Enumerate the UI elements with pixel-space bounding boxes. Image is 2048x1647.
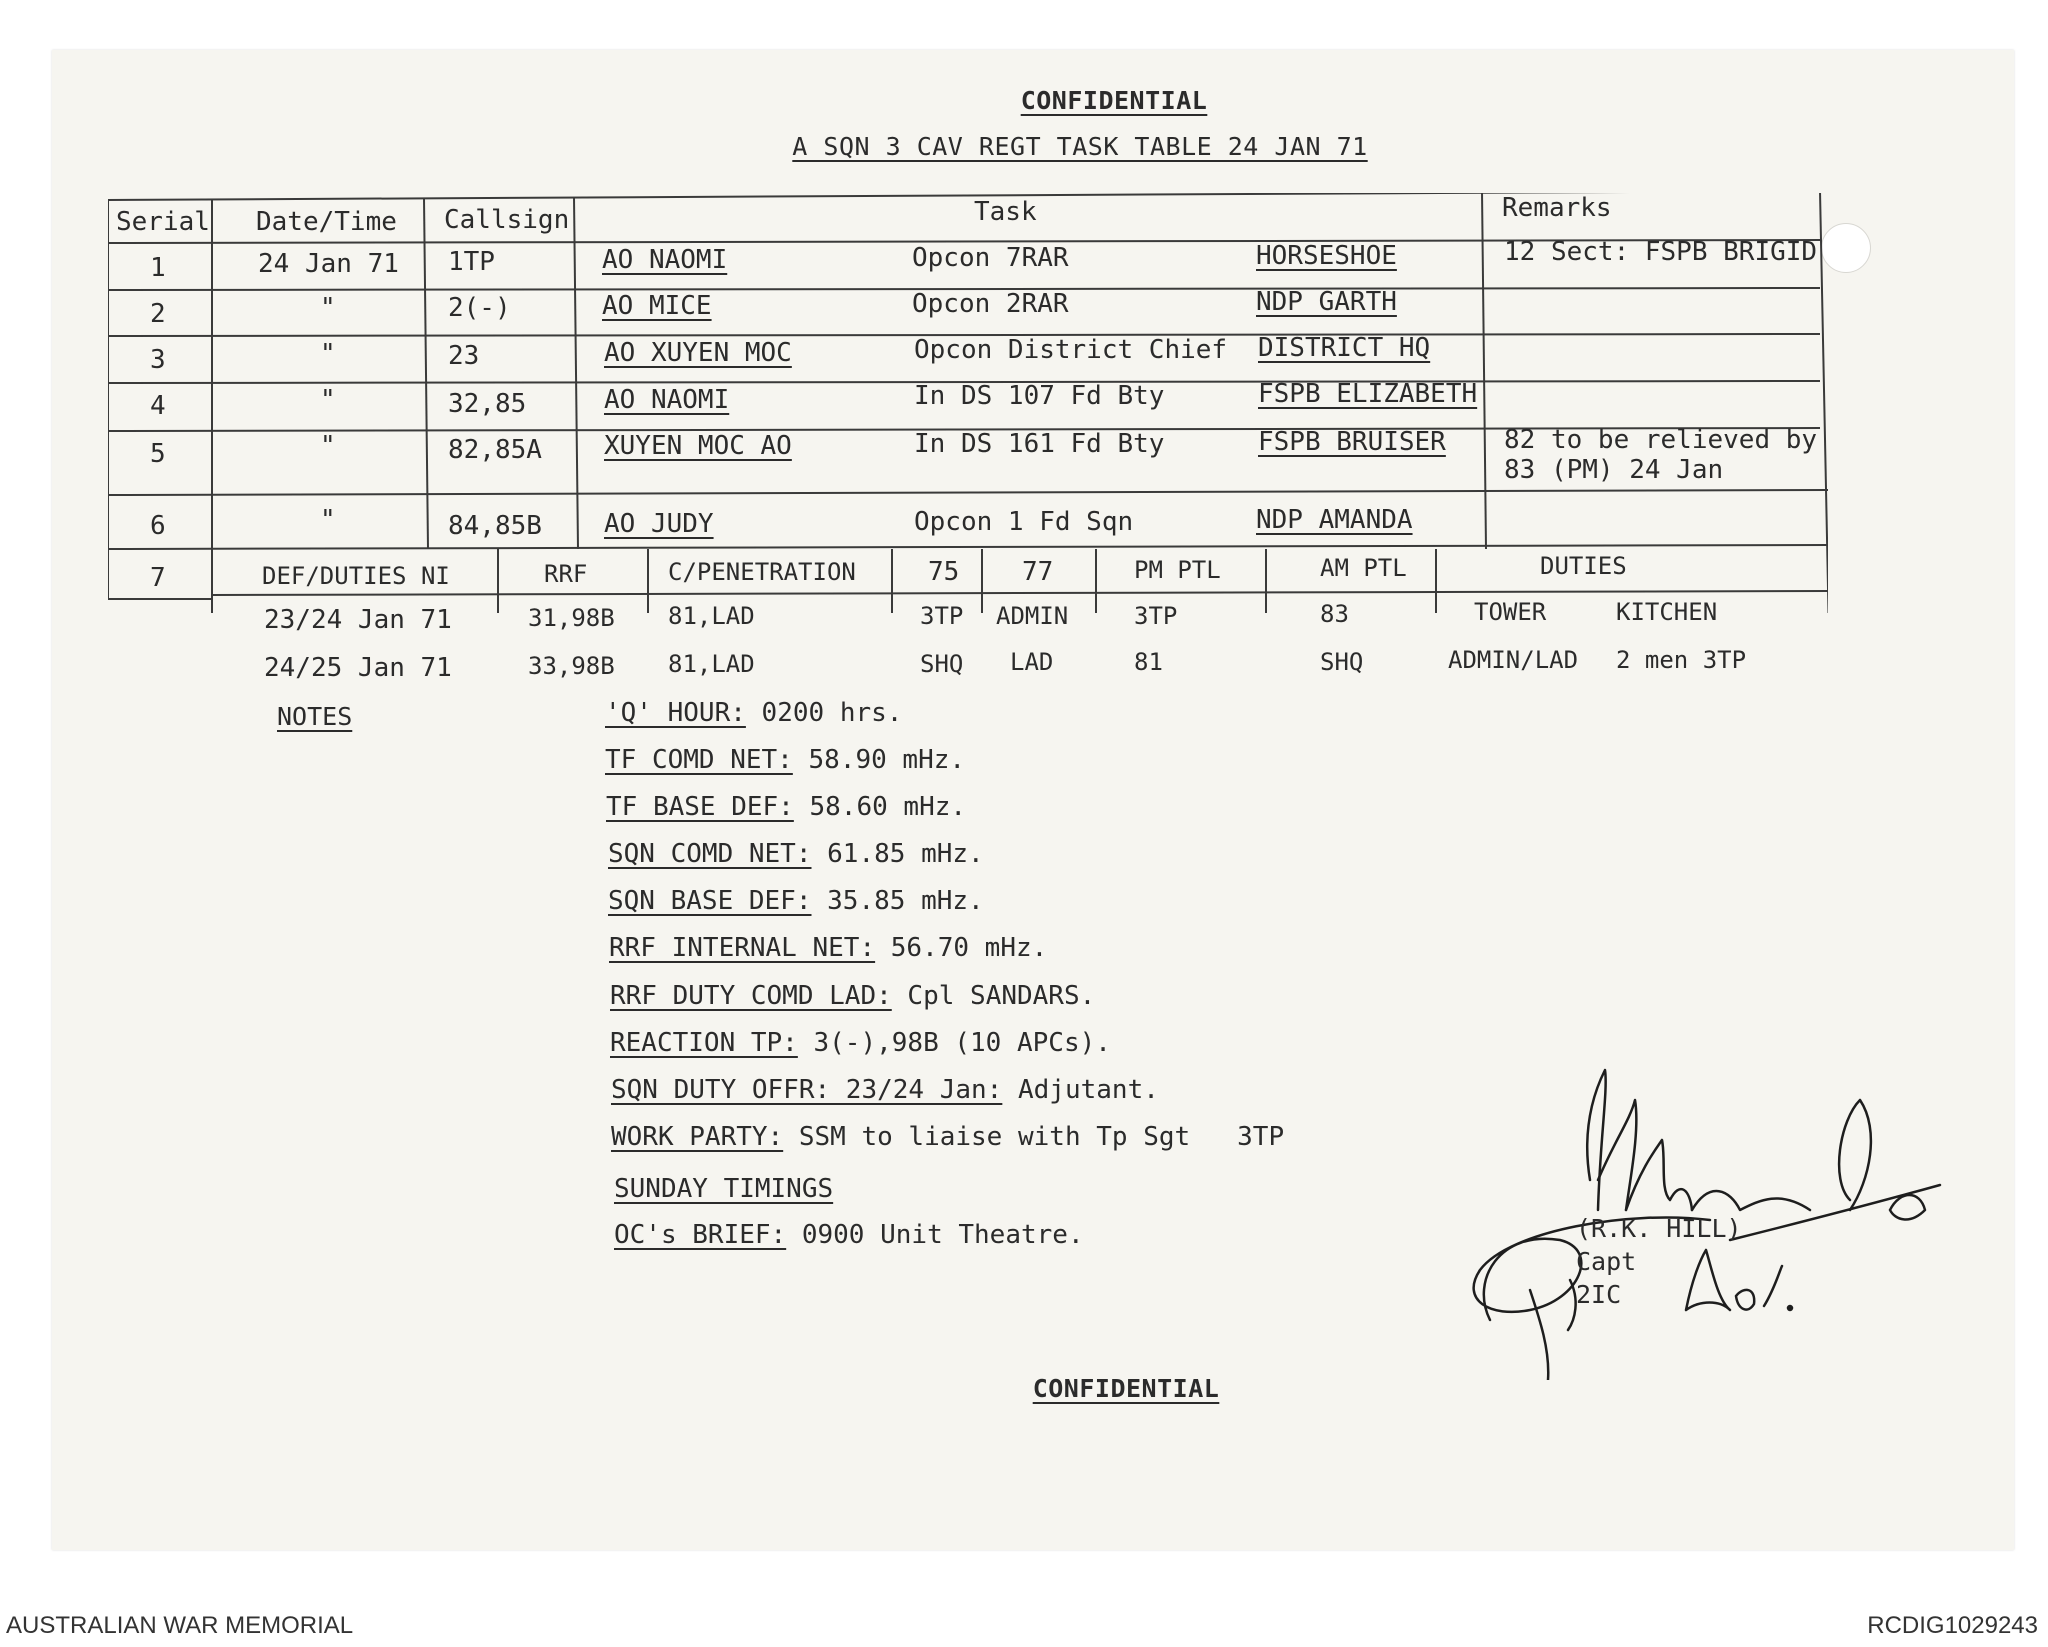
row2-location: NDP GARTH — [1256, 287, 1397, 317]
note-key: SUNDAY TIMINGS — [614, 1174, 834, 1204]
row5-serial: 5 — [150, 439, 166, 469]
row2-callsign: 2(-) — [448, 293, 511, 323]
header-callsign: Callsign — [444, 205, 570, 235]
note-key: SQN COMD NET: — [608, 839, 812, 869]
note-value: 0200 hrs. — [761, 698, 903, 728]
header-serial: Serial — [116, 207, 210, 237]
footer-record-id: RCDIG1029243 — [1867, 1612, 2038, 1639]
row5-date: " — [320, 431, 336, 461]
note-key: OC's BRIEF: — [614, 1220, 787, 1250]
header-remarks: Remarks — [1502, 193, 1612, 223]
note-sqn-comd-net — [608, 839, 984, 869]
row6-location: NDP AMANDA — [1256, 505, 1413, 535]
row7a-75: 3TP — [920, 602, 964, 630]
note-value: SSM to liaise with Tp Sgt 3TP — [798, 1122, 1285, 1152]
note-value: 35.85 mHz. — [827, 886, 984, 916]
signature-block — [1576, 1212, 1742, 1311]
row3-callsign: 23 — [448, 341, 480, 371]
row7b-amptl: SHQ — [1320, 648, 1364, 676]
row7a-pmptl: 3TP — [1134, 602, 1178, 630]
row6-serial: 6 — [150, 511, 166, 541]
signatory-rank: Capt — [1576, 1247, 1637, 1276]
row7a-77: ADMIN — [996, 602, 1069, 630]
header-datetime: Date/Time — [256, 207, 397, 237]
note-key: SQN BASE DEF: — [608, 886, 812, 916]
row1-date: 24 Jan 71 — [258, 249, 399, 279]
row7a-cpenetration: 81,LAD — [668, 602, 755, 630]
punch-hole — [1821, 223, 1871, 273]
row5-callsign: 82,85A — [448, 435, 542, 465]
note-key: REACTION TP: — [610, 1028, 798, 1058]
row7-header-duties: DUTIES — [1540, 552, 1627, 580]
row7b-77: LAD — [1010, 648, 1054, 676]
row4-serial: 4 — [150, 391, 166, 421]
note-value: 58.60 mHz. — [809, 792, 967, 822]
row2-date: " — [320, 293, 336, 323]
row2-serial: 2 — [150, 299, 166, 329]
note-value: 61.85 mHz. — [827, 839, 984, 869]
row1-callsign: 1TP — [448, 247, 495, 277]
task-table — [108, 193, 1828, 683]
note-sunday-timings — [614, 1174, 833, 1204]
note-tf-base-def — [606, 792, 966, 822]
row6-date: " — [320, 505, 336, 535]
row7a-duties-1: TOWER — [1474, 598, 1547, 626]
classification-bottom: CONFIDENTIAL — [1032, 1374, 1220, 1403]
row5-area: XUYEN MOC AO — [604, 431, 792, 461]
row5-assign: In DS 161 Fd Bty — [914, 429, 1165, 459]
row5-remarks: 82 to be relieved by — [1504, 425, 1818, 455]
row7a-rrf: 31,98B — [528, 604, 615, 632]
row7b-75: SHQ — [920, 650, 964, 678]
note-rrf-duty-comd — [610, 981, 1095, 1011]
note-value: 0900 Unit Theatre. — [801, 1220, 1084, 1250]
row7-header-cpenetration: C/PENETRATION — [668, 558, 856, 586]
row7a-duties-2: KITCHEN — [1616, 598, 1718, 626]
notes-heading: NOTES — [277, 702, 353, 731]
row7b-rrf: 33,98B — [528, 652, 615, 680]
row7b-date: 24/25 Jan 71 — [264, 653, 452, 683]
row7a-date: 23/24 Jan 71 — [264, 605, 452, 635]
row4-assign: In DS 107 Fd Bty — [914, 381, 1165, 411]
row3-assign: Opcon District Chief — [914, 335, 1228, 365]
row1-serial: 1 — [150, 253, 166, 283]
row5-remarks-line2: 83 (PM) 24 Jan — [1504, 455, 1724, 485]
row6-callsign: 84,85B — [448, 511, 542, 541]
note-value: 56.70 mHz. — [890, 933, 1048, 963]
row1-remarks: 12 Sect: FSPB BRIGID — [1504, 237, 1818, 267]
classification-top: CONFIDENTIAL — [1020, 86, 1208, 115]
note-key: WORK PARTY: — [611, 1122, 784, 1152]
row7b-pmptl: 81 — [1134, 648, 1163, 676]
row7a-amptl: 83 — [1320, 600, 1349, 628]
note-value: Cpl SANDARS. — [907, 981, 1096, 1011]
document-title: A SQN 3 CAV REGT TASK TABLE 24 JAN 71 — [792, 132, 1368, 161]
note-sqn-duty-offr — [611, 1075, 1159, 1105]
note-reaction-tp — [610, 1028, 1111, 1058]
note-oc-brief — [614, 1220, 1084, 1250]
note-key: SQN DUTY OFFR: 23/24 Jan: — [611, 1075, 1003, 1105]
row7b-cpenetration: 81,LAD — [668, 650, 755, 678]
row1-area: AO NAOMI — [602, 245, 728, 275]
row1-location: HORSESHOE — [1256, 241, 1397, 271]
row2-area: AO MICE — [602, 291, 712, 321]
row3-location: DISTRICT HQ — [1258, 333, 1431, 363]
row3-area: AO XUYEN MOC — [604, 338, 792, 368]
row7-header-pmptl: PM PTL — [1134, 556, 1221, 584]
note-rrf-internal-net — [609, 933, 1047, 963]
row4-location: FSPB ELIZABETH — [1258, 379, 1478, 409]
note-sqn-base-def — [608, 886, 984, 916]
note-key: RRF INTERNAL NET: — [609, 933, 876, 963]
note-value: 58.90 mHz. — [808, 745, 966, 775]
row7-serial: 7 — [150, 563, 166, 593]
header-task: Task — [974, 197, 1037, 227]
note-value: 3(-),98B (10 APCs). — [813, 1028, 1111, 1058]
note-work-party — [611, 1122, 1284, 1152]
signatory-name: (R.K. HILL) — [1576, 1214, 1742, 1243]
note-key: 'Q' HOUR: — [605, 698, 746, 728]
note-tf-comd-net — [605, 745, 965, 775]
row1-assign: Opcon 7RAR — [912, 243, 1069, 273]
note-q-hour — [605, 698, 902, 728]
row7-header-defduties: DEF/DUTIES NI — [262, 562, 450, 590]
row7-header-75: 75 — [928, 557, 960, 587]
row3-serial: 3 — [150, 345, 166, 375]
row4-callsign: 32,85 — [448, 389, 527, 419]
note-key: TF COMD NET: — [605, 745, 793, 775]
note-key: TF BASE DEF: — [606, 792, 794, 822]
note-key: RRF DUTY COMD LAD: — [610, 981, 892, 1011]
row2-assign: Opcon 2RAR — [912, 289, 1069, 319]
note-value: Adjutant. — [1018, 1075, 1159, 1105]
row7b-duties-2: 2 men 3TP — [1616, 646, 1747, 674]
row7-header-77: 77 — [1022, 557, 1054, 587]
row7b-duties-1: ADMIN/LAD — [1448, 646, 1579, 674]
signatory-appointment: 2IC — [1576, 1280, 1622, 1309]
row6-area: AO JUDY — [604, 509, 714, 539]
footer-institution: AUSTRALIAN WAR MEMORIAL — [6, 1612, 354, 1639]
row5-location: FSPB BRUISER — [1258, 427, 1446, 457]
row4-area: AO NAOMI — [604, 385, 730, 415]
row7-header-amptl: AM PTL — [1320, 554, 1407, 582]
row4-date: " — [320, 385, 336, 415]
row6-assign: Opcon 1 Fd Sqn — [914, 507, 1134, 537]
row7-header-rrf: RRF — [544, 560, 588, 588]
row3-date: " — [320, 339, 336, 369]
